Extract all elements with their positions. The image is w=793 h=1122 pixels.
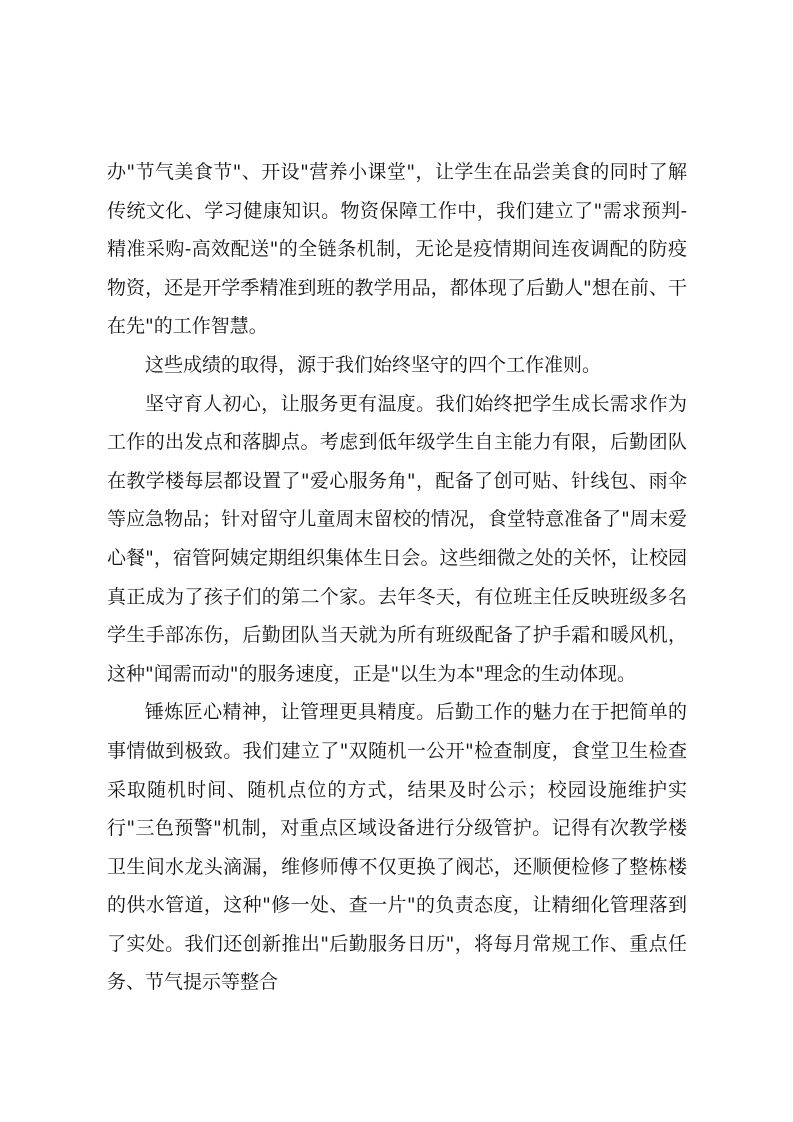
document-body bbox=[107, 153, 687, 1002]
paragraph-1: 办"节气美食节"、开设"营养小课堂"，让学生在品尝美食的同时了解传统文化、学习健康知识。物资保障工作中，我们建立了"需求预判-精准采购-高效配送"的全链条机制，无论是疫情期间连夜调配的防疫物资，还是开学季精准到班的教学用品，都体现了后勤人"想在前、干在先"的工作智慧。 bbox=[107, 161, 687, 338]
paragraph-2: 这些成绩的取得，源于我们始终坚守的四个工作准则。 bbox=[145, 353, 602, 376]
paragraph-3: 坚守育人初心，让服务更有温度。我们始终把学生成长需求作为工作的出发点和落脚点。考虑到低年级学生自主能力有限，后勤团队在教学楼每层都设置了"爱心服务角"，配备了创可贴、针线包、雨伞等应急物品；针对留守儿童周末留校的情况，食堂特意准备了"周末爱心餐"，宿管阿姨定期组织集体生日会。这些细微之处的关怀，让校园真正成为了孩子们的第二个家。去年冬天，有位班主任反映班级多名学生手部冻伤，后勤团队当天就为所有班级配备了护手霜和暖风机，这种"闻需而动"的服务速度，正是"以生为本"理念的生动体现。 bbox=[107, 392, 687, 685]
paragraph-4: 锤炼匠心精神，让管理更具精度。后勤工作的魅力在于把简单的事情做到极致。我们建立了"双随机一公开"检查制度，食堂卫生检查采取随机时间、随机点位的方式，结果及时公示；校园设施维护实行"三色预警"机制，对重点区域设备进行分级管护。记得有次教学楼卫生间水龙头滴漏，维修师傅不仅更换了阀芯，还顺便检修了整栋楼的供水管道，这种"修一处、查一片"的负责态度，让精细化管理落到了实处。我们还创新推出"后勤服务日历"，将每月常规工作、重点任务、节气提示等整合 bbox=[107, 701, 687, 994]
